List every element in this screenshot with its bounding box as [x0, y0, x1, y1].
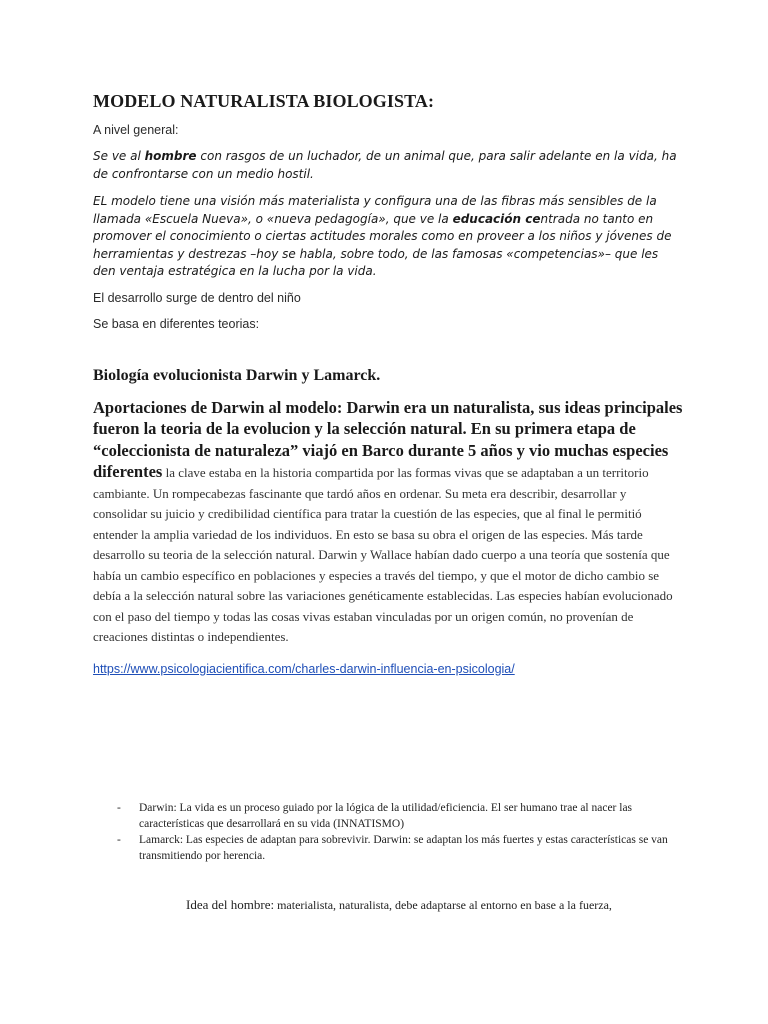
- general-label: A nivel general:: [93, 123, 179, 137]
- bullet-text: Darwin: La vida es un proceso guiado por la lógica de la utilidad/eficiencia. El ser humano trae al nacer las características que desarrollará en su vida (INNATISMO): [139, 801, 633, 830]
- paragraph-modelo: [93, 193, 683, 281]
- bullet-text: Lamarck: Las especies de adaptan para sobrevivir. Darwin: se adaptan los más fuertes y estas características se van transmitiendo por herencia.: [139, 833, 668, 862]
- spacer: [93, 678, 683, 800]
- p1-bold: hombre: [144, 149, 197, 163]
- line-teorias: Se basa en diferentes teorias:: [93, 316, 260, 331]
- bullet-list: [93, 800, 683, 864]
- document-page: [93, 90, 683, 913]
- section-heading: Biología evolucionista Darwin y Lamarck.: [93, 366, 381, 384]
- p2-bold: educación ce: [452, 211, 541, 226]
- p1-post: con rasgos de un luchador, de un animal que, para salir adelante en la vida, ha de confrontarse con un medio hostil.: [93, 149, 677, 181]
- bullet-dash: -: [117, 833, 121, 846]
- idea-line: [93, 897, 683, 913]
- reference-link[interactable]: https://www.psicologiacientifica.com/charles-darwin-influencia-en-psicologia/: [93, 661, 515, 676]
- p2-pre: EL modelo tiene una visión más materialista y configura una de las fibras más sensibles de la llamada «Escuela Nueva», o «nueva pedagogía», que ve la: [93, 194, 657, 226]
- aport-big: Darwin era un naturalista, sus ideas principales fueron la teoria de la evolucion y la selección natural. En su primera etapa de “coleccionista de naturaleza” viajó en Barco durante 5 años y vio muchas especies diferentes: [93, 397, 683, 481]
- aport-small: la clave estaba en la historia compartida por las formas vivas que se adaptaban a un territorio cambiante. Un rompecabezas fascinante que tardó años en ordenar. Su meta era describir, desarrollar y consolidar su juicio y credibilidad científica para tratar la cuestión de las especies, que al final le permitió entender la amplia variedad de los individuos. En esto se basa su obra el origen de las especies. Más tarde desarrollo su teoria de la selección natural. Darwin y Wallace habían dado cuerpo a una teoría que sostenía que había un cambio específico en poblaciones y especies a través del tiempo, y que el motor de dicho cambio se debía a la selección natural sobre las variaciones genéticamente establecidas. Las especies habían evolucionado con el paso del tiempo y todas las cosas vivas estaban vinculadas por un origen común, no provenían de creaciones distintas o independientes.: [93, 465, 673, 644]
- p2-post: ntrada no tanto en promover el conocimiento o ciertas actitudes morales como en proveer a los niños y jóvenes de herramientas y destrezas –hoy se habla, sobre todo, de las famosas «competencias»– que les den ventaja estratégica en la lucha por la vida.: [93, 211, 672, 278]
- list-item: [93, 832, 683, 864]
- document-title: MODELO NATURALISTA BIOLOGISTA:: [93, 91, 435, 111]
- line-desarrollo: El desarrollo surge de dentro del niño: [93, 290, 301, 305]
- p1-pre: Se ve al: [93, 149, 145, 163]
- paragraph-hombre: [93, 148, 683, 183]
- bullet-dash: -: [117, 801, 121, 814]
- idea-lead: Idea del hombre:: [186, 896, 275, 912]
- aport-lead: Aportaciones de Darwin al modelo:: [93, 397, 343, 417]
- list-item: [93, 800, 683, 832]
- paragraph-aportaciones: [93, 398, 683, 648]
- idea-rest: materialista, naturalista, debe adaptarse al entorno en base a la fuerza,: [274, 897, 612, 912]
